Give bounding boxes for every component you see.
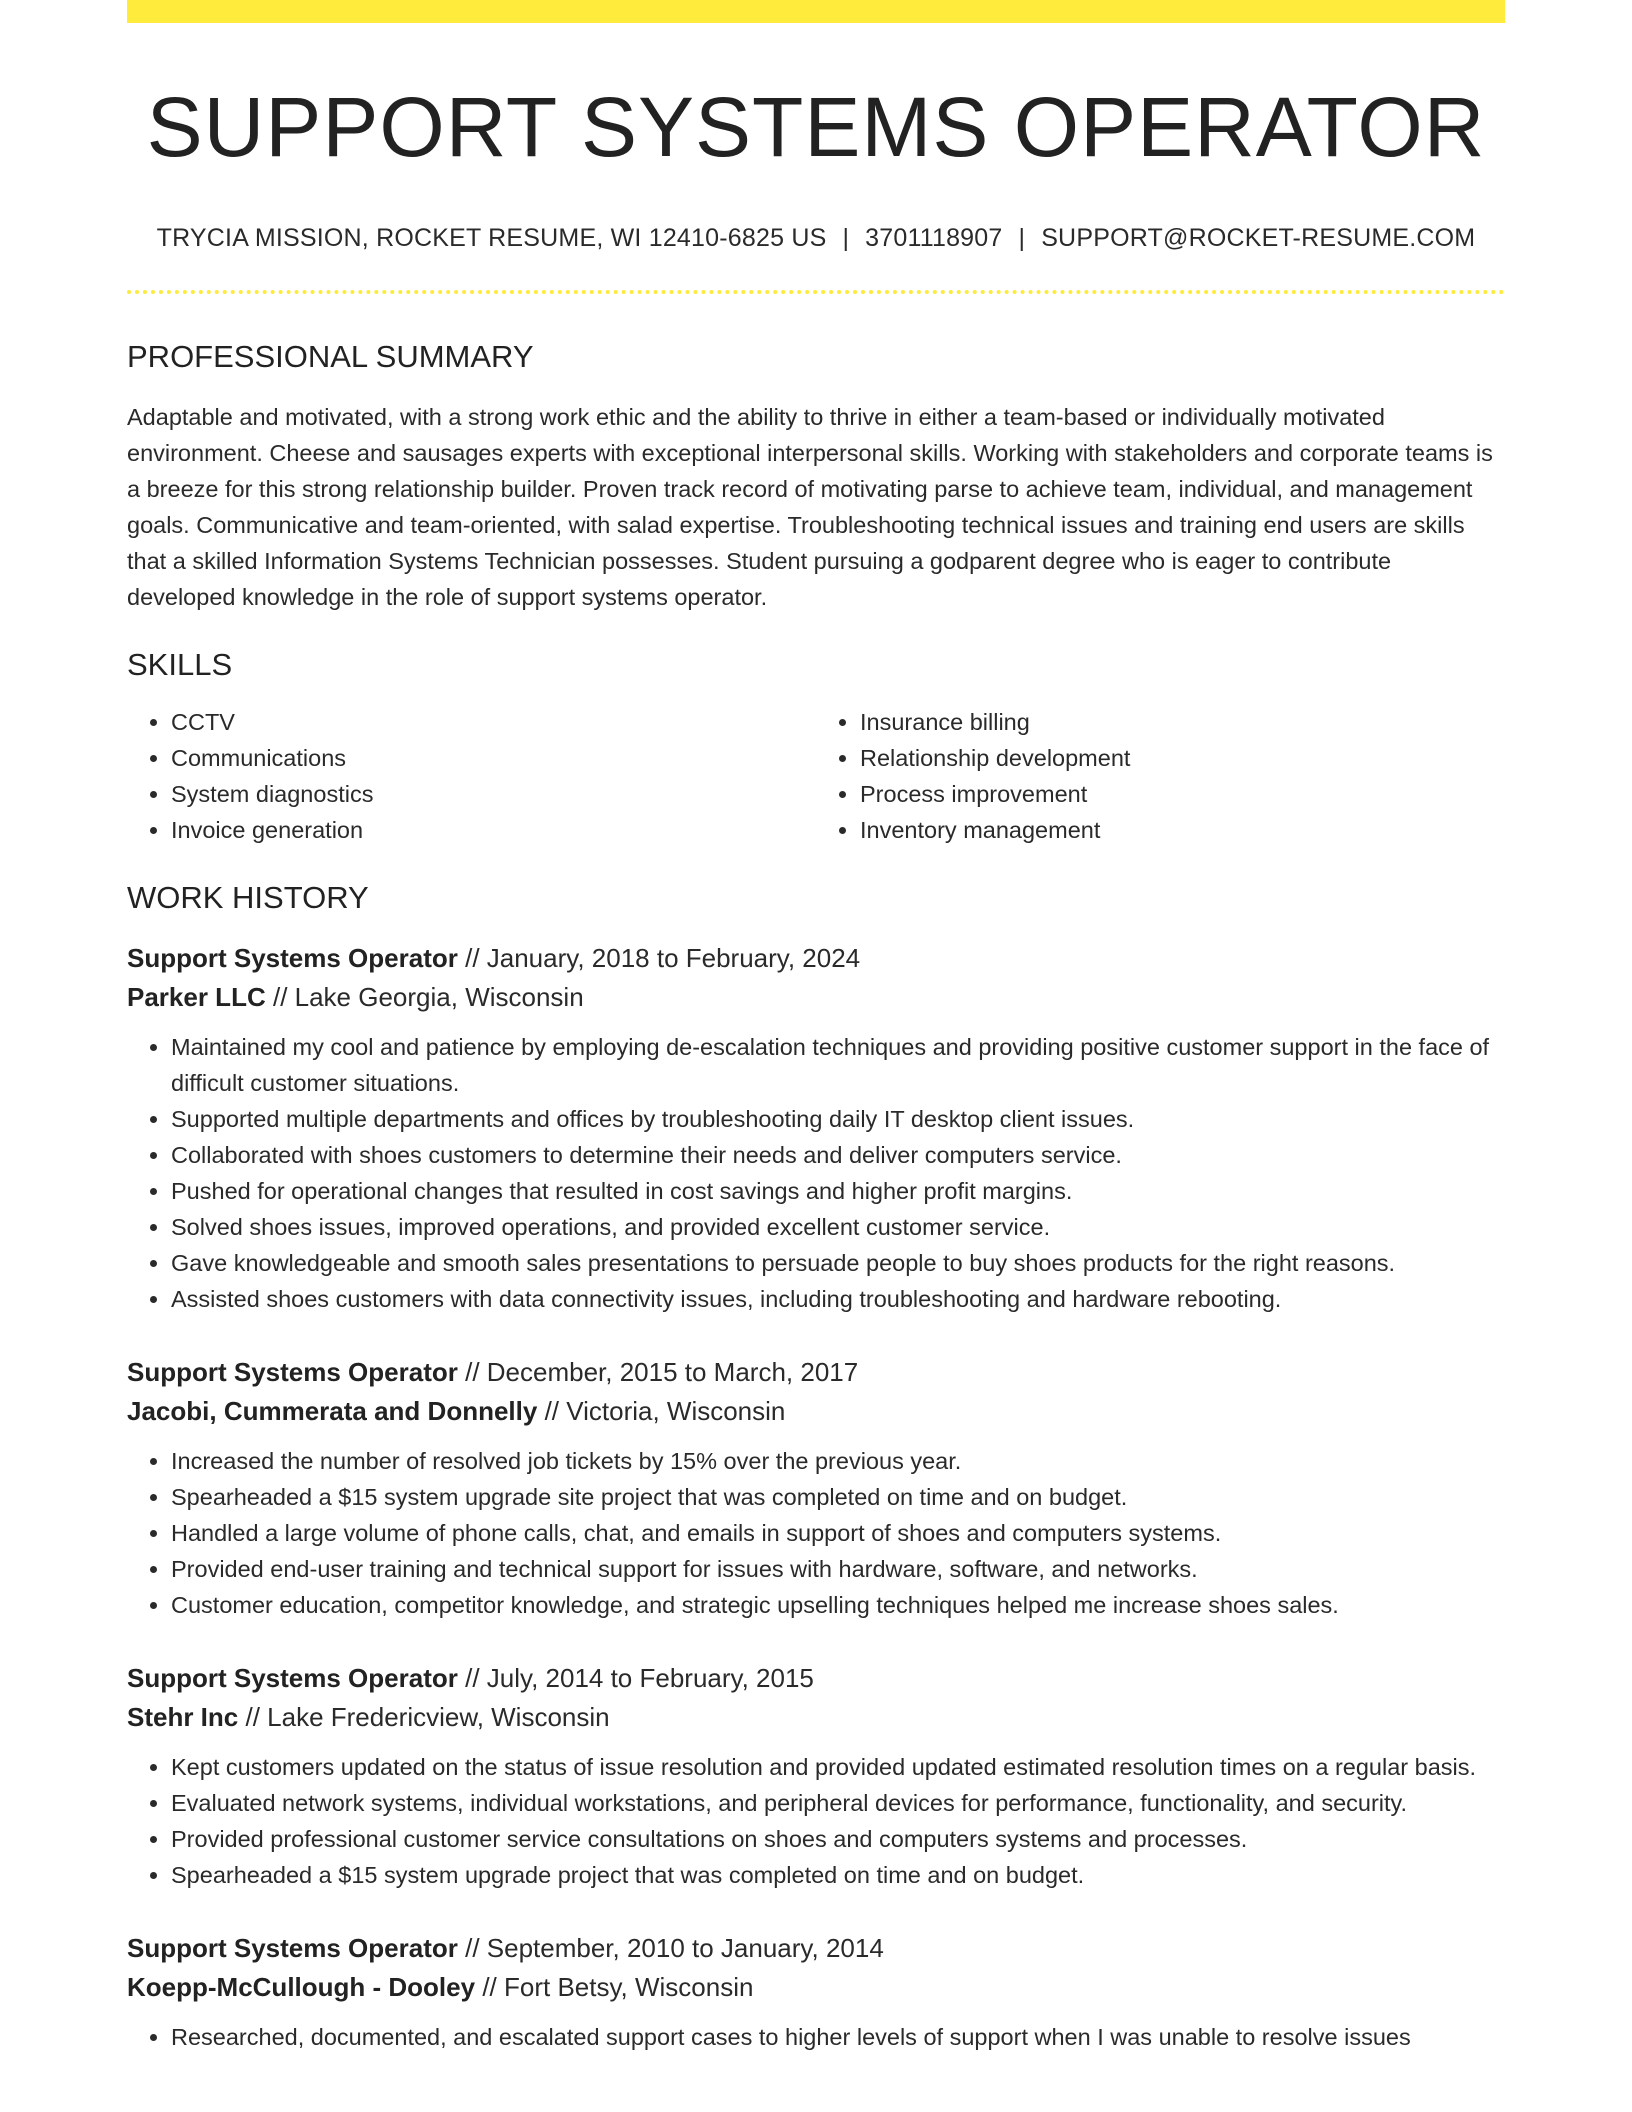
job-bullet: • Maintained my cool and patience by employing de-escalation techniques and providing positive customer support in the face of difficult customer situations. — [171, 1029, 1505, 1101]
job-bullet: • Increased the number of resolved job tickets by 15% over the previous year. — [171, 1443, 1505, 1479]
job-bullet: • Kept customers updated on the status of issue resolution and provided updated estimated resolution times on a regular basis. — [171, 1749, 1505, 1785]
job-company-line — [127, 1968, 1505, 2007]
job-role-line — [127, 939, 1505, 978]
job-entry — [127, 939, 1505, 1317]
job-role-line — [127, 1353, 1505, 1392]
job-bullet: • Spearheaded a $15 system upgrade site project that was completed on time and on budget. — [171, 1479, 1505, 1515]
job-company: Stehr Inc — [127, 1702, 239, 1732]
contact-separator: | — [842, 224, 850, 252]
contact-email: SUPPORT@ROCKET-RESUME.COM — [1041, 224, 1476, 252]
contact-line — [127, 226, 1505, 251]
job-location: // Lake Georgia, Wisconsin — [272, 982, 584, 1012]
skill-item: • Communications — [171, 740, 816, 776]
job-bullet: • Solved shoes issues, improved operations, and provided excellent customer service. — [171, 1209, 1505, 1245]
job-company-line — [127, 1392, 1505, 1431]
skills-heading: SKILLS — [127, 647, 233, 682]
header-divider — [127, 290, 1505, 294]
job-bullet: • Supported multiple departments and offices by troubleshooting daily IT desktop client issues. — [171, 1101, 1505, 1137]
skill-item: • Inventory management — [860, 812, 1505, 848]
job-bullet: • Provided end-user training and technical support for issues with hardware, software, and networks. — [171, 1551, 1505, 1587]
job-bullet: • Spearheaded a $15 system upgrade project that was completed on time and on budget. — [171, 1857, 1505, 1893]
job-bullet: • Pushed for operational changes that resulted in cost savings and higher profit margins. — [171, 1173, 1505, 1209]
job-entry — [127, 1353, 1505, 1623]
job-dates: // July, 2014 to February, 2015 — [465, 1663, 814, 1693]
job-company: Jacobi, Cummerata and Donnelly — [127, 1396, 538, 1426]
skill-item: • System diagnostics — [171, 776, 816, 812]
job-dates: // December, 2015 to March, 2017 — [465, 1357, 859, 1387]
contact-phone: 3701118907 — [865, 224, 1003, 252]
skills-column-left — [127, 704, 816, 848]
job-bullet: • Handled a large volume of phone calls, chat, and emails in support of shoes and computers systems. — [171, 1515, 1505, 1551]
job-role-line — [127, 1659, 1505, 1698]
job-bullets — [127, 2019, 1505, 2055]
job-role: Support Systems Operator — [127, 1357, 458, 1387]
job-bullet: • Evaluated network systems, individual workstations, and peripheral devices for performance, functionality, and security. — [171, 1785, 1505, 1821]
job-role: Support Systems Operator — [127, 1663, 458, 1693]
job-bullet: • Gave knowledgeable and smooth sales presentations to persuade people to buy shoes products for the right reasons. — [171, 1245, 1505, 1281]
job-bullet: • Customer education, competitor knowledge, and strategic upselling techniques helped me increase shoes sales. — [171, 1587, 1505, 1623]
summary-text: Adaptable and motivated, with a strong work ethic and the ability to thrive in either a team-based or individually motivated environment. Cheese and sausages experts with exceptional interpersonal skills. Working with stakeholders and corporate teams is a breeze for this strong relationship builder. Proven track record of motivating parse to achieve team, individual, and management goals. Communicative and team-oriented, with salad expertise. Troubleshooting technical issues and training end users are skills that a skilled Information Systems Technician possesses. Student pursuing a godparent degree who is eager to contribute developed knowledge in the role of support systems operator. — [127, 404, 1493, 610]
job-location: // Victoria, Wisconsin — [544, 1396, 786, 1426]
skill-item: • Invoice generation — [171, 812, 816, 848]
job-dates: // January, 2018 to February, 2024 — [465, 943, 861, 973]
skills-column-right — [816, 704, 1505, 848]
job-bullets — [127, 1443, 1505, 1623]
job-role-line — [127, 1929, 1505, 1968]
summary-heading: PROFESSIONAL SUMMARY — [127, 339, 534, 374]
skill-item: • Relationship development — [860, 740, 1505, 776]
job-role: Support Systems Operator — [127, 943, 458, 973]
work-history-heading: WORK HISTORY — [127, 880, 369, 915]
skill-item: • Insurance billing — [860, 704, 1505, 740]
job-company-line — [127, 1698, 1505, 1737]
job-bullet: • Researched, documented, and escalated support cases to higher levels of support when I was unable to resolve issues — [171, 2019, 1505, 2055]
job-company: Parker LLC — [127, 982, 266, 1012]
skill-item: • Process improvement — [860, 776, 1505, 812]
contact-address: TRYCIA MISSION, ROCKET RESUME, WI 12410-6825 US — [156, 224, 827, 252]
contact-separator: | — [1018, 224, 1026, 252]
resume-name: SUPPORT SYSTEMS OPERATOR — [146, 80, 1486, 174]
resume-page — [127, 0, 1505, 2055]
job-entry — [127, 1929, 1505, 2055]
job-dates: // September, 2010 to January, 2014 — [465, 1933, 884, 1963]
top-accent-bar — [127, 0, 1505, 23]
job-bullets — [127, 1029, 1505, 1317]
job-location: // Lake Fredericview, Wisconsin — [245, 1702, 610, 1732]
skills-grid — [127, 704, 1505, 848]
job-company-line — [127, 978, 1505, 1017]
job-entry — [127, 1659, 1505, 1893]
job-bullet: • Assisted shoes customers with data connectivity issues, including troubleshooting and hardware rebooting. — [171, 1281, 1505, 1317]
job-bullet: • Provided professional customer service consultations on shoes and computers systems and processes. — [171, 1821, 1505, 1857]
skill-item: • CCTV — [171, 704, 816, 740]
job-company: Koepp-McCullough - Dooley — [127, 1972, 476, 2002]
job-location: // Fort Betsy, Wisconsin — [482, 1972, 754, 2002]
job-role: Support Systems Operator — [127, 1933, 458, 1963]
job-bullet: • Collaborated with shoes customers to determine their needs and deliver computers service. — [171, 1137, 1505, 1173]
job-bullets — [127, 1749, 1505, 1893]
